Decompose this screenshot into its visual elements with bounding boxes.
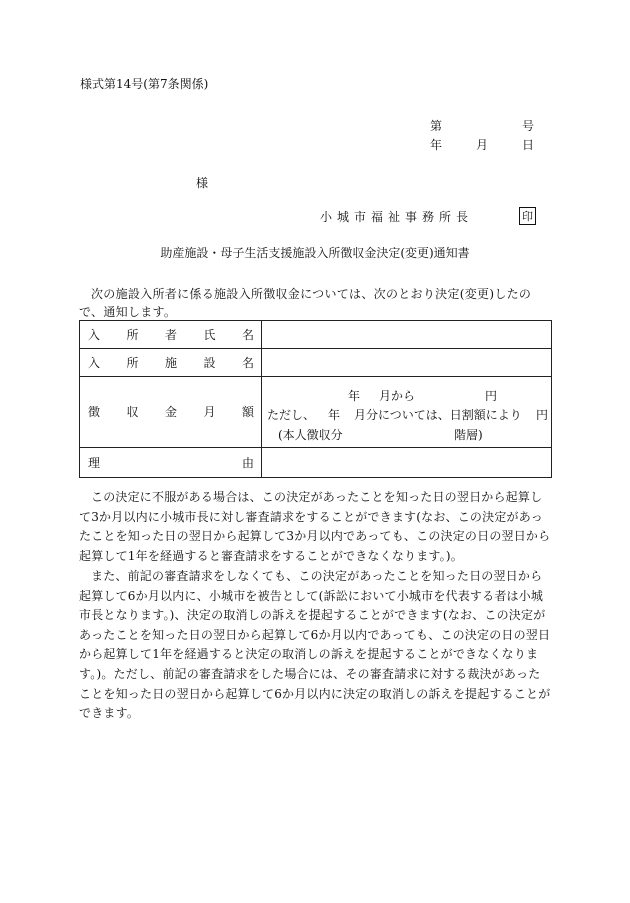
value-cell-resident-name	[262, 321, 552, 349]
seal-mark: 印	[519, 207, 536, 225]
document-number	[430, 120, 534, 132]
label-char: 入	[88, 327, 101, 342]
fee-line3-open: (本人徴収分	[278, 428, 343, 442]
label-char: 徴	[88, 405, 101, 419]
info-table	[79, 320, 552, 478]
fee-line1-year: 年	[348, 389, 361, 403]
intro-text: 次の施設入所者に係る施設入所徴収金については、次のとおり決定(変更)したので、通知します。	[79, 287, 532, 319]
date-day: 日	[521, 138, 534, 152]
label-cell	[80, 448, 262, 478]
fee-line2-year: 年	[328, 408, 341, 422]
label-cell	[80, 377, 262, 448]
label-char: 名	[241, 327, 254, 342]
addressee-suffix: 様	[196, 176, 209, 190]
label-char: 施	[164, 355, 177, 370]
label-cell	[80, 321, 262, 349]
value-cell-monthly-fee	[262, 377, 552, 448]
row-label-monthly-fee	[80, 406, 261, 418]
fee-line2-text: 月分については、日割額により	[354, 408, 522, 422]
label-char: 氏	[203, 327, 216, 342]
table-row	[80, 448, 552, 478]
value-cell-facility-name	[262, 349, 552, 377]
document-date	[430, 139, 534, 151]
row-label-facility-name	[80, 357, 261, 369]
label-char: 者	[164, 327, 177, 342]
label-char: 名	[241, 355, 254, 370]
label-char: 所	[126, 327, 139, 342]
label-cell	[80, 349, 262, 377]
fee-details	[262, 377, 551, 447]
table-row	[80, 321, 552, 349]
fee-line1-yen: 円	[485, 389, 498, 403]
label-char: 所	[126, 355, 139, 370]
label-char: 理	[88, 455, 101, 470]
document-title: 助産施設・母子生活支援施設入所徴収金決定(変更)通知書	[160, 246, 470, 260]
date-month: 月	[475, 138, 488, 152]
label-char: 設	[203, 355, 216, 370]
label-char: 月	[203, 405, 216, 419]
row-label-reason	[80, 457, 261, 469]
date-year: 年	[430, 138, 443, 152]
label-char: 収	[126, 405, 139, 419]
issuer-name: 小城市福祉事務所長	[320, 210, 474, 224]
fee-line3-close: 階層)	[454, 428, 483, 442]
label-char: 金	[164, 405, 177, 419]
row-label-resident-name	[80, 329, 261, 341]
table-row	[80, 349, 552, 377]
label-char: 由	[241, 455, 254, 470]
value-cell-reason	[262, 448, 552, 478]
fee-line2-prefix: ただし、	[267, 408, 316, 422]
label-char: 入	[88, 355, 101, 370]
doc-number-suffix: 号	[521, 119, 534, 133]
lawsuit-paragraph: また、前記の審査請求をしなくても、この決定があったことを知った日の翌日から起算して6か月以内に、小城市を被告として(訴訟において小城市を代表する者は小城市長となります。)、決定の取消しの訴えを提起することができます(なお、この決定があったことを知った日の翌日から起算して6か月以内であっても、この決定の日の翌日から起算して1年を経過すると決定の取消しの訴えを提起することができなくなります。)。ただし、前記の審査請求をした場合には、その審査請求に対する裁決があったことを知った日の翌日から起算して6か月以内に決定の取消しの訴えを提起することができます。	[79, 569, 551, 721]
label-char: 額	[241, 405, 254, 419]
fee-line1-month-from: 月から	[379, 389, 416, 403]
appeal-paragraph: この決定に不服がある場合は、この決定があったことを知った日の翌日から起算して3か月以内に小城市長に対し審査請求をすることができます(なお、この決定があったことを知った日の翌日から起算して3か月以内であっても、この決定の日の翌日から起算して1年を経過すると審査請求をすることができなくなります。)。	[79, 490, 551, 563]
fee-line2-yen: 円	[536, 408, 549, 422]
table-row	[80, 377, 552, 448]
doc-number-prefix: 第	[430, 119, 443, 133]
form-number: 様式第14号(第7条関係)	[80, 77, 209, 91]
